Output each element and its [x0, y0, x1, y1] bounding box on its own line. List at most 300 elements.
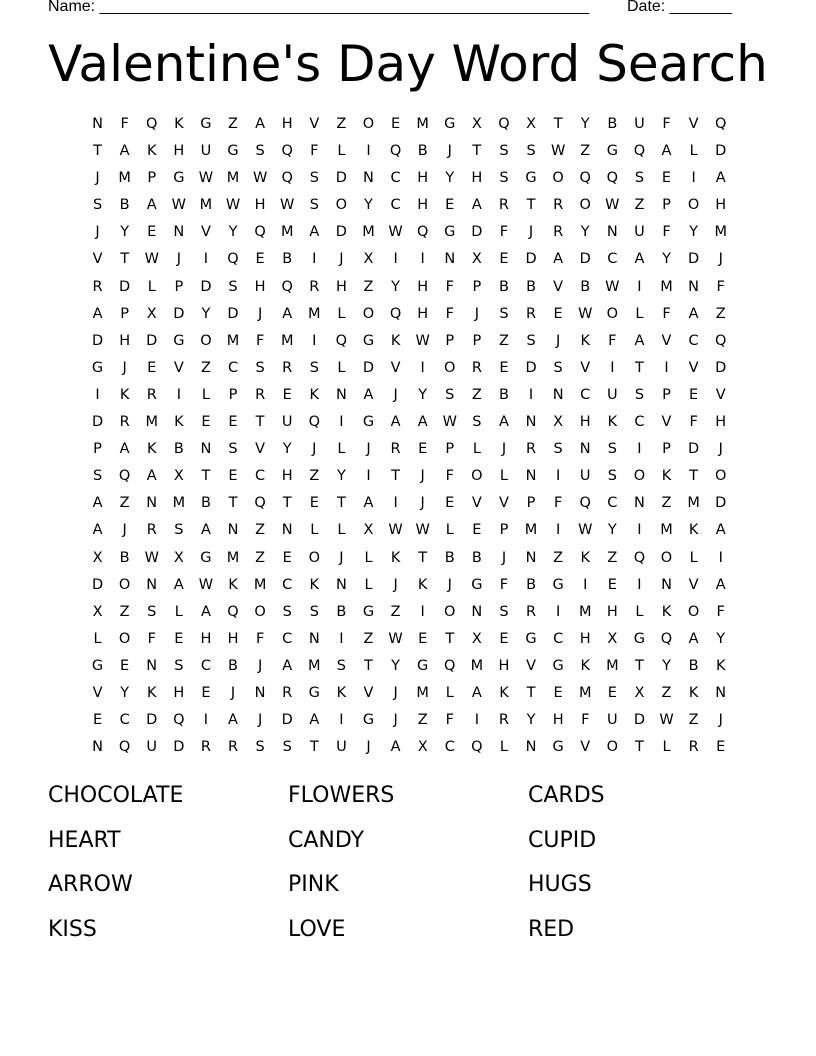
grid-cell: F	[716, 603, 725, 620]
grid-cell: T	[526, 684, 536, 701]
grid-cell: X	[607, 630, 618, 647]
grid-cell: R	[227, 739, 239, 756]
grid-cell: C	[390, 170, 401, 187]
grid-cell: G	[417, 657, 429, 674]
grid-cell: E	[553, 305, 563, 322]
grid-cell: C	[607, 251, 618, 268]
grid-cell: M	[308, 657, 321, 674]
grid-cell: Q	[118, 739, 131, 756]
grid-cell: S	[634, 170, 645, 187]
grid-cell: J	[257, 657, 263, 674]
grid-cell: C	[282, 576, 293, 593]
grid-cell: S	[499, 603, 509, 620]
grid-cell: A	[119, 441, 130, 458]
grid-cell: X	[363, 251, 374, 268]
grid-cell: F	[120, 116, 129, 132]
grid-cell: I	[393, 251, 398, 268]
grid-cell: R	[146, 386, 157, 403]
grid-cell: V	[309, 116, 320, 132]
grid-cell: V	[498, 495, 509, 512]
grid-cell: D	[715, 495, 727, 512]
grid-cell: Q	[471, 739, 483, 756]
grid-cell: F	[716, 278, 725, 295]
grid-cell: V	[661, 414, 672, 431]
word-list-item: HUGS	[528, 872, 592, 897]
grid-cell: I	[420, 359, 425, 376]
grid-cell: Y	[120, 684, 130, 701]
grid-cell: J	[528, 224, 534, 241]
grid-cell: I	[556, 603, 561, 620]
grid-cell: O	[687, 197, 700, 214]
grid-cell: H	[579, 414, 591, 431]
grid-cell: K	[715, 657, 726, 674]
grid-cell: V	[688, 576, 699, 593]
grid-cell: U	[607, 712, 618, 729]
grid-cell: Y	[282, 441, 292, 458]
grid-cell: T	[689, 468, 699, 485]
grid-cell: F	[689, 414, 698, 431]
grid-cell: W	[252, 170, 268, 187]
grid-cell: J	[556, 332, 561, 349]
word-list-item: RED	[528, 916, 575, 942]
grid-cell: A	[634, 251, 645, 268]
grid-cell: B	[228, 657, 238, 674]
grid-cell: T	[418, 549, 428, 566]
grid-cell: R	[390, 441, 401, 458]
grid-cell: Z	[580, 143, 591, 160]
grid-cell: L	[337, 143, 346, 160]
grid-cell: Q	[281, 143, 293, 160]
grid-cell: B	[173, 441, 184, 458]
grid-cell: O	[200, 332, 212, 349]
grid-cell: M	[362, 224, 375, 241]
grid-cell: N	[633, 495, 645, 512]
grid-cell: E	[499, 359, 509, 376]
grid-cell: E	[255, 251, 265, 268]
grid-cell: I	[366, 468, 371, 485]
grid-cell: Y	[716, 630, 726, 647]
grid-cell: I	[420, 603, 425, 620]
grid-cell: S	[309, 359, 319, 376]
grid-cell: D	[146, 712, 158, 729]
grid-cell: W	[144, 549, 159, 566]
grid-cell: I	[393, 495, 398, 512]
word-list-item: CUPID	[528, 827, 597, 853]
grid-cell: C	[553, 630, 564, 647]
grid-cell: L	[364, 549, 373, 566]
grid-cell: P	[472, 332, 482, 349]
grid-cell: A	[417, 414, 428, 431]
grid-cell: R	[255, 386, 266, 403]
grid-cell: F	[147, 630, 156, 647]
grid-cell: N	[552, 386, 564, 403]
grid-cell: Y	[662, 251, 671, 268]
grid-cell: H	[606, 603, 618, 620]
grid-cell: N	[525, 739, 537, 756]
grid-cell: R	[526, 603, 537, 620]
grid-cell: K	[580, 549, 590, 566]
grid-cell: G	[552, 739, 564, 756]
grid-cell: Q	[308, 414, 320, 431]
grid-cell: Q	[254, 495, 266, 512]
grid-cell: H	[254, 197, 266, 214]
grid-cell: E	[689, 386, 699, 403]
grid-cell: I	[583, 576, 588, 593]
word-list-item: FLOWERS	[288, 783, 395, 808]
grid-cell: H	[119, 332, 131, 349]
grid-cell: B	[580, 278, 591, 295]
grid-cell: J	[122, 359, 127, 376]
grid-cell: A	[634, 332, 645, 349]
grid-cell: E	[309, 495, 319, 512]
grid-cell: E	[228, 414, 238, 431]
grid-cell: Z	[119, 495, 130, 512]
grid-cell: X	[363, 522, 374, 539]
grid-cell: W	[388, 630, 403, 647]
grid-cell: G	[91, 359, 104, 376]
word-list-item: ARROW	[48, 872, 133, 897]
grid-cell: V	[200, 224, 211, 241]
grid-cell: I	[339, 414, 344, 431]
grid-cell: X	[526, 116, 537, 132]
grid-cell: H	[200, 630, 212, 647]
grid-cell: V	[173, 359, 184, 376]
grid-cell: G	[227, 143, 239, 160]
grid-cell: I	[528, 386, 534, 403]
grid-cell: L	[310, 522, 319, 539]
grid-cell: A	[309, 224, 320, 241]
grid-cell: A	[146, 197, 157, 214]
grid-cell: M	[172, 495, 186, 512]
grid-cell: U	[634, 224, 645, 241]
grid-cell: K	[336, 684, 347, 701]
grid-cell: Y	[607, 522, 617, 539]
grid-cell: M	[145, 414, 158, 431]
grid-cell: T	[282, 495, 292, 512]
grid-cell: E	[445, 197, 455, 214]
grid-cell: N	[715, 684, 727, 701]
grid-cell: E	[418, 441, 428, 458]
grid-cell: J	[474, 305, 479, 322]
grid-cell: I	[176, 386, 181, 403]
grid-cell: Y	[391, 657, 400, 674]
grid-cell: H	[715, 414, 727, 431]
grid-cell: E	[607, 684, 617, 701]
grid-cell: Q	[579, 495, 591, 512]
grid-cell: Q	[281, 170, 293, 187]
grid-cell: U	[281, 414, 293, 431]
grid-cell: E	[201, 414, 211, 431]
grid-cell: W	[578, 522, 593, 539]
grid-cell: N	[471, 603, 483, 620]
grid-cell: G	[362, 414, 375, 431]
grid-cell: A	[715, 170, 726, 187]
grid-cell: T	[201, 468, 211, 485]
grid-cell: W	[415, 332, 430, 349]
grid-cell: P	[472, 278, 482, 295]
grid-cell: H	[715, 197, 727, 214]
grid-cell: Y	[418, 386, 428, 403]
grid-cell: D	[525, 359, 537, 376]
grid-cell: M	[660, 522, 673, 539]
grid-cell: Z	[336, 116, 347, 132]
grid-cell: F	[608, 332, 617, 349]
grid-cell: A	[282, 305, 293, 322]
grid-cell: I	[556, 522, 561, 539]
grid-cell: Y	[526, 712, 536, 729]
grid-cell: A	[228, 712, 238, 729]
grid-cell: B	[471, 549, 482, 566]
grid-cell: O	[444, 359, 456, 376]
grid-cell: D	[91, 414, 104, 431]
grid-cell: S	[282, 739, 292, 756]
grid-cell: A	[200, 522, 211, 539]
grid-cell: G	[308, 684, 320, 701]
grid-cell: A	[715, 522, 726, 539]
grid-cell: T	[93, 143, 102, 160]
grid-cell: K	[174, 414, 184, 431]
grid-cell: W	[605, 278, 620, 295]
grid-cell: C	[255, 468, 266, 485]
grid-cell: E	[661, 170, 672, 187]
grid-cell: U	[634, 116, 645, 132]
grid-cell: Q	[633, 549, 646, 566]
grid-cell: J	[501, 549, 507, 566]
date-field-label: Date: _______	[627, 0, 732, 15]
grid-cell: E	[390, 116, 401, 132]
grid-cell: N	[525, 468, 537, 485]
grid-cell: Y	[391, 278, 400, 295]
grid-cell: J	[501, 441, 507, 458]
grid-cell: J	[366, 739, 371, 756]
grid-cell: S	[309, 603, 319, 620]
grid-cell: B	[200, 495, 211, 512]
grid-cell: Q	[335, 332, 348, 349]
grid-cell: Z	[363, 630, 374, 647]
grid-cell: Z	[607, 549, 618, 566]
grid-cell: N	[92, 116, 103, 132]
grid-cell: I	[637, 441, 642, 458]
grid-cell: H	[417, 170, 429, 187]
grid-cell: A	[119, 143, 130, 160]
grid-cell: U	[607, 386, 618, 403]
grid-cell: S	[174, 657, 184, 674]
grid-cell: L	[472, 441, 481, 458]
grid-cell: P	[662, 386, 671, 403]
grid-cell: H	[335, 278, 347, 295]
grid-cell: O	[579, 197, 591, 214]
grid-cell: L	[635, 603, 644, 620]
grid-cell: T	[309, 739, 319, 756]
grid-cell: S	[526, 332, 536, 349]
grid-cell: Z	[688, 712, 699, 729]
grid-cell: S	[634, 386, 645, 403]
grid-cell: D	[281, 712, 293, 729]
grid-cell: P	[174, 278, 184, 295]
grid-cell: I	[610, 359, 615, 376]
grid-cell: N	[363, 170, 374, 187]
grid-cell: S	[92, 197, 103, 214]
grid-cell: Q	[416, 224, 429, 241]
grid-cell: Q	[173, 712, 185, 729]
grid-cell: C	[444, 739, 455, 756]
grid-cell: D	[146, 332, 158, 349]
grid-cell: F	[499, 576, 509, 593]
page-title: Valentine's Day Word Search	[48, 35, 768, 93]
grid-cell: H	[579, 630, 591, 647]
grid-cell: S	[472, 414, 482, 431]
grid-cell: X	[634, 684, 645, 701]
grid-cell: I	[718, 549, 723, 566]
grid-cell: H	[281, 468, 293, 485]
grid-cell: N	[525, 549, 537, 566]
grid-cell: N	[525, 414, 537, 431]
grid-cell: C	[580, 386, 591, 403]
grid-cell: J	[718, 712, 723, 729]
grid-cell: J	[257, 712, 263, 729]
grid-cell: D	[173, 305, 185, 322]
grid-cell: T	[472, 143, 482, 160]
grid-cell: K	[174, 116, 184, 132]
grid-cell: K	[688, 522, 699, 539]
grid-cell: G	[362, 603, 375, 620]
grid-cell: J	[393, 712, 398, 729]
grid-cell: R	[498, 197, 509, 214]
grid-cell: J	[393, 684, 398, 701]
grid-cell: G	[173, 332, 185, 349]
grid-cell: R	[119, 414, 130, 431]
grid-cell: I	[474, 712, 479, 729]
grid-cell: R	[200, 739, 211, 756]
grid-cell: D	[335, 170, 347, 187]
grid-cell: Q	[660, 630, 673, 647]
grid-cell: T	[391, 468, 400, 485]
grid-cell: H	[471, 170, 483, 187]
grid-cell: G	[525, 170, 537, 187]
grid-cell: S	[499, 170, 509, 187]
grid-cell: U	[200, 143, 212, 160]
grid-cell: P	[445, 441, 455, 458]
grid-cell: L	[337, 522, 346, 539]
grid-cell: J	[95, 170, 100, 187]
grid-cell: G	[444, 116, 456, 132]
grid-cell: S	[499, 305, 509, 322]
grid-cell: V	[92, 251, 103, 268]
grid-cell: Y	[201, 305, 211, 322]
grid-cell: A	[688, 305, 699, 322]
grid-cell: Q	[606, 170, 619, 187]
grid-cell: X	[173, 549, 184, 566]
grid-cell: L	[93, 630, 102, 647]
grid-cell: E	[472, 522, 482, 539]
grid-cell: S	[92, 468, 103, 485]
grid-cell: H	[173, 684, 185, 701]
grid-cell: I	[637, 278, 642, 295]
grid-cell: C	[607, 495, 618, 512]
grid-cell: J	[447, 576, 452, 593]
grid-cell: O	[362, 116, 375, 132]
grid-cell: S	[309, 170, 319, 187]
grid-cell: T	[634, 359, 644, 376]
grid-cell: T	[634, 657, 644, 674]
grid-cell: Y	[580, 116, 590, 132]
grid-cell: M	[253, 576, 267, 593]
grid-cell: W	[578, 305, 593, 322]
grid-cell: E	[147, 224, 157, 241]
grid-cell: X	[92, 603, 103, 620]
grid-cell: V	[471, 495, 482, 512]
grid-cell: A	[661, 143, 672, 160]
grid-cell: O	[254, 603, 266, 620]
grid-cell: B	[526, 278, 537, 295]
grid-cell: D	[579, 251, 591, 268]
grid-cell: E	[499, 251, 509, 268]
grid-cell: M	[524, 522, 538, 539]
grid-cell: S	[445, 386, 455, 403]
grid-cell: B	[526, 576, 537, 593]
grid-cell: W	[280, 197, 295, 214]
grid-cell: J	[393, 576, 398, 593]
grid-cell: J	[257, 305, 263, 322]
grid-cell: X	[417, 739, 428, 756]
grid-cell: N	[227, 522, 239, 539]
grid-cell: E	[228, 468, 238, 485]
grid-cell: P	[499, 522, 509, 539]
grid-cell: W	[550, 143, 566, 160]
grid-cell: N	[688, 278, 700, 295]
grid-cell: I	[339, 630, 344, 647]
grid-cell: S	[336, 657, 346, 674]
grid-cell: L	[499, 468, 508, 485]
grid-cell: F	[445, 468, 454, 485]
grid-cell: P	[120, 305, 130, 322]
grid-cell: M	[578, 684, 592, 701]
grid-cell: Z	[390, 603, 401, 620]
grid-cell: G	[200, 116, 212, 132]
grid-cell: I	[637, 522, 642, 539]
grid-cell: V	[363, 684, 374, 701]
grid-cell: Z	[715, 305, 726, 322]
grid-cell: I	[203, 712, 209, 729]
grid-cell: T	[634, 739, 644, 756]
grid-cell: J	[447, 143, 452, 160]
grid-cell: Z	[661, 684, 672, 701]
grid-cell: O	[118, 576, 131, 593]
grid-cell: P	[93, 441, 102, 458]
grid-cell: W	[388, 224, 403, 241]
grid-cell: S	[526, 143, 536, 160]
grid-cell: F	[581, 712, 590, 729]
grid-cell: K	[146, 143, 157, 160]
grid-cell: N	[146, 495, 158, 512]
grid-cell: B	[119, 549, 130, 566]
grid-cell: W	[605, 197, 620, 214]
grid-cell: S	[553, 441, 563, 458]
grid-cell: R	[92, 278, 103, 295]
grid-cell: J	[122, 522, 127, 539]
grid-cell: A	[688, 630, 699, 647]
grid-cell: Z	[200, 359, 211, 376]
grid-cell: X	[173, 468, 184, 485]
grid-cell: T	[228, 495, 238, 512]
grid-cell: G	[444, 224, 456, 241]
grid-cell: K	[228, 576, 238, 593]
grid-cell: T	[255, 414, 265, 431]
grid-cell: Q	[389, 143, 402, 160]
grid-cell: R	[498, 712, 509, 729]
grid-cell: A	[255, 116, 266, 132]
grid-cell: B	[688, 657, 699, 674]
